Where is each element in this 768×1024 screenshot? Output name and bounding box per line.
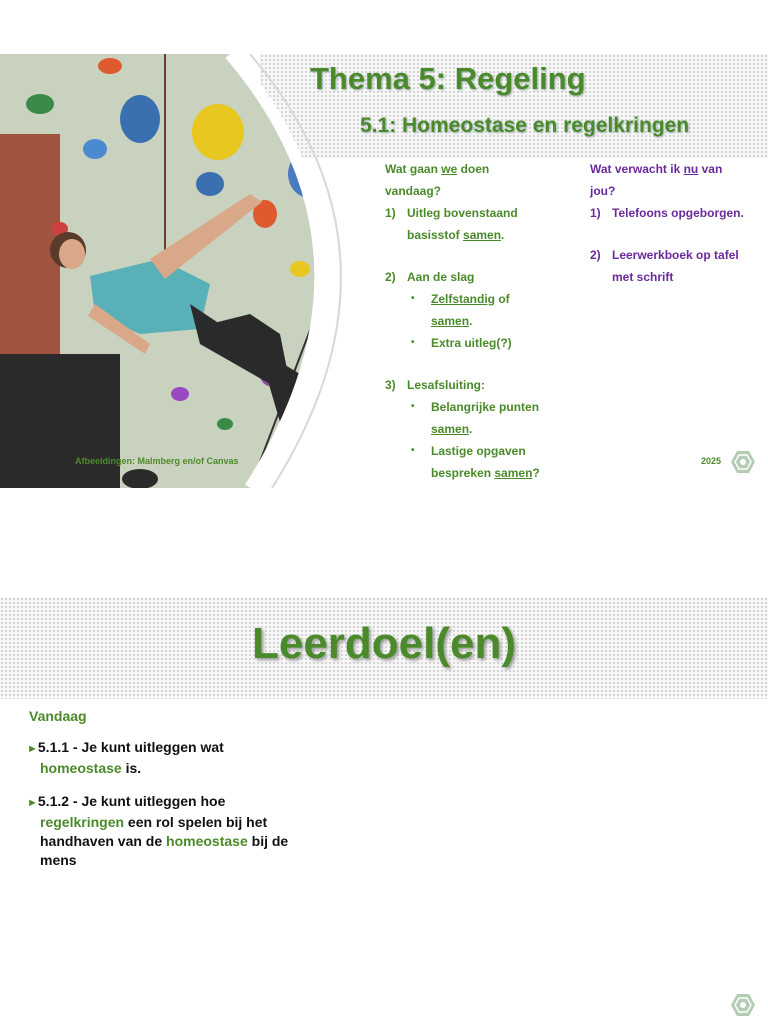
hexagon-logo-icon <box>730 993 756 1017</box>
hexagon-logo-icon <box>730 450 756 474</box>
expectations-column <box>590 158 768 288</box>
expectation-item-2: 2) Leerwerkboek op tafel met schrift <box>590 248 739 284</box>
today-label: Vandaag <box>29 708 87 724</box>
year-label: 2025 <box>701 456 722 466</box>
plan-subitem: • Belangrijke punten samen. <box>411 400 540 436</box>
expectation-item-1: 1) Telefoons opgeborgen. <box>590 206 744 220</box>
slide-title: Thema 5: Regeling <box>310 61 586 96</box>
plan-subitem: • Extra uitleg(?) <box>411 336 512 350</box>
expectations-heading: Wat verwacht ik nu van jou? <box>590 162 723 198</box>
slide-1 <box>0 54 768 488</box>
learning-goal-2: ►5.1.2 - Je kunt uitleggen hoe regelkringen een rol spelen bij het handhaven van de homeostase bij de mens <box>27 793 289 868</box>
today-plan-heading: Wat gaan we doen vandaag? <box>385 162 490 198</box>
plan-item-3: 3) Lesafsluiting: <box>385 378 486 392</box>
today-plan-column <box>385 158 565 484</box>
photo-credit: Afbeeldingen: Malmberg en/of Canvas <box>75 456 239 466</box>
plan-subitem: • Lastige opgaven bespreken samen? <box>411 444 540 480</box>
slide-title: Leerdoel(en) <box>251 619 517 668</box>
plan-item-2: 2) Aan de slag <box>385 270 475 284</box>
learning-goal-1: ►5.1.1 - Je kunt uitleggen wat homeostase is. <box>27 739 224 776</box>
slide-subtitle: 5.1: Homeostase en regelkringen <box>360 114 690 137</box>
plan-subitem: • Zelfstandig of samen. <box>411 292 510 328</box>
plan-item-1: 1) Uitleg bovenstaand basisstof samen. <box>385 206 518 242</box>
slide-2 <box>0 597 768 1024</box>
climbing-photo <box>0 54 360 488</box>
